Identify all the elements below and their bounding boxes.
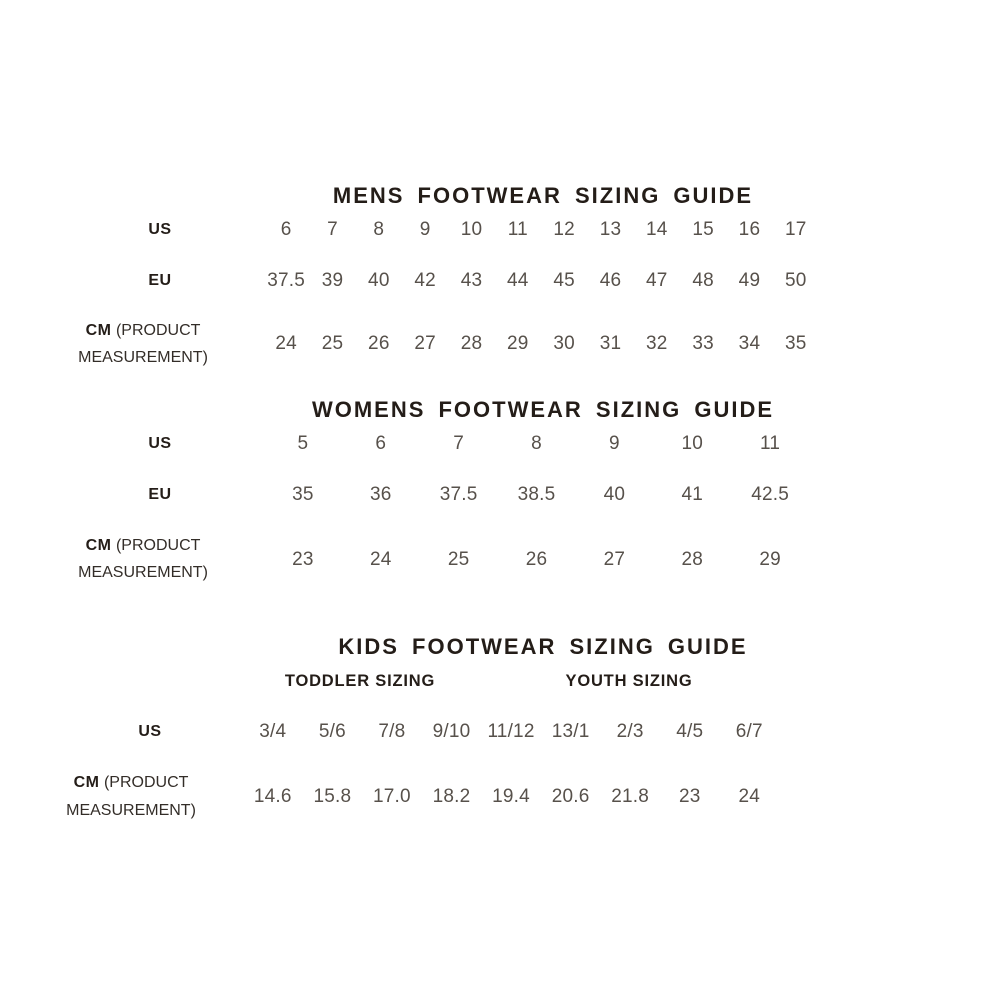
mens-eu-value: 39 [321, 270, 344, 291]
womens-cm-value: 28 [681, 549, 703, 570]
womens-us-values-row [264, 432, 809, 456]
womens-eu-row-label: EU [148, 486, 172, 503]
womens-cm-values-row [264, 548, 809, 572]
kids-cm-value: 15.8 [313, 786, 352, 807]
kids-cm-value: 21.8 [611, 786, 650, 807]
mens-us-value: 7 [327, 219, 338, 240]
mens-us-value: 11 [507, 219, 528, 240]
womens-eu-value: 40 [603, 484, 626, 505]
mens-cm-value: 27 [414, 333, 436, 354]
mens-eu-value: 45 [553, 270, 575, 291]
mens-us-value: 10 [460, 219, 483, 240]
womens-us-value: 9 [608, 433, 620, 454]
mens-us-value: 15 [692, 219, 714, 240]
womens-us-value: 8 [531, 433, 542, 454]
womens-us-value: 11 [760, 433, 781, 454]
mens-us-value: 13 [599, 219, 622, 240]
mens-cm-value: 34 [738, 333, 761, 354]
kids-cm-label-bold: CM [73, 774, 100, 791]
mens-section-title: MENS FOOTWEAR SIZING GUIDE [332, 183, 754, 208]
womens-us-value: 7 [453, 433, 465, 454]
womens-us-row-label: US [148, 435, 172, 452]
mens-us-value: 9 [419, 219, 431, 240]
womens-eu-values-row [264, 483, 809, 507]
kids-us-value: 13/1 [551, 721, 590, 742]
mens-us-value: 6 [280, 219, 292, 240]
kids-us-value: 4/5 [676, 721, 704, 742]
mens-cm-values-row [263, 332, 819, 356]
mens-cm-value: 29 [507, 333, 529, 354]
mens-us-value: 8 [373, 219, 385, 240]
mens-us-value: 12 [553, 219, 575, 240]
kids-us-value: 3/4 [259, 721, 287, 742]
kids-us-value: 7/8 [378, 721, 406, 742]
womens-cm-value: 24 [370, 549, 392, 570]
kids-us-value: 2/3 [616, 721, 644, 742]
womens-us-value: 6 [375, 433, 387, 454]
womens-cm-value: 29 [759, 549, 781, 570]
kids-cm-values-row [243, 785, 779, 809]
kids-cm-value: 23 [678, 786, 701, 807]
mens-eu-value: 48 [692, 270, 714, 291]
womens-cm-label-note: (PRODUCT MEASUREMENT) [78, 537, 208, 581]
kids-us-value: 11/12 [487, 721, 535, 742]
kids-youth-sizing-subheader: YOUTH SIZING [565, 672, 693, 690]
womens-us-value: 10 [681, 433, 703, 454]
mens-cm-row-label [57, 317, 229, 371]
womens-eu-value: 36 [370, 484, 392, 505]
kids-cm-value: 14.6 [253, 786, 292, 807]
mens-cm-value: 25 [321, 333, 344, 354]
kids-cm-value: 24 [738, 786, 761, 807]
mens-eu-value: 43 [460, 270, 483, 291]
kids-us-value: 5/6 [318, 721, 346, 742]
mens-eu-values-row [263, 269, 819, 293]
womens-cm-value: 23 [292, 549, 314, 570]
kids-toddler-sizing-subheader: TODDLER SIZING [284, 672, 436, 690]
kids-cm-row-label [45, 769, 217, 825]
mens-eu-value: 46 [599, 270, 622, 291]
kids-cm-value: 17.0 [373, 786, 411, 807]
womens-eu-value: 38.5 [517, 484, 556, 505]
mens-cm-value: 26 [368, 333, 390, 354]
mens-eu-value: 42 [414, 270, 436, 291]
kids-cm-value: 19.4 [492, 786, 530, 807]
mens-cm-label-note: (PRODUCT MEASUREMENT) [78, 322, 208, 366]
mens-eu-value: 44 [507, 270, 529, 291]
womens-cm-row-label [57, 532, 229, 586]
womens-eu-value: 41 [681, 484, 703, 505]
mens-cm-value: 35 [785, 333, 807, 354]
womens-us-value: 5 [297, 433, 309, 454]
mens-cm-value: 32 [646, 333, 668, 354]
mens-eu-value: 37.5 [267, 270, 306, 291]
mens-cm-label-bold: CM [85, 322, 112, 339]
mens-eu-value: 47 [646, 270, 668, 291]
mens-cm-value: 30 [553, 333, 575, 354]
mens-cm-value: 24 [275, 333, 297, 354]
womens-eu-value: 37.5 [439, 484, 478, 505]
kids-cm-label-note: (PRODUCT MEASUREMENT) [66, 774, 196, 819]
mens-us-value: 14 [646, 219, 668, 240]
mens-us-values-row [263, 218, 819, 242]
mens-eu-row-label: EU [148, 272, 172, 289]
womens-cm-value: 25 [447, 549, 470, 570]
kids-us-value: 6/7 [735, 721, 763, 742]
kids-us-values-row [243, 720, 779, 744]
mens-eu-value: 49 [738, 270, 761, 291]
womens-cm-label-bold: CM [85, 537, 112, 554]
womens-section-title: WOMENS FOOTWEAR SIZING GUIDE [311, 397, 775, 422]
kids-section-title: KIDS FOOTWEAR SIZING GUIDE [338, 634, 748, 659]
mens-eu-value: 50 [785, 270, 807, 291]
womens-cm-value: 27 [603, 549, 626, 570]
mens-us-value: 16 [738, 219, 761, 240]
kids-cm-value: 20.6 [551, 786, 590, 807]
womens-cm-value: 26 [525, 549, 548, 570]
mens-eu-value: 40 [368, 270, 390, 291]
womens-eu-value: 35 [292, 484, 314, 505]
kids-cm-value: 18.2 [432, 786, 471, 807]
mens-us-value: 17 [785, 219, 807, 240]
mens-us-row-label: US [148, 221, 172, 238]
kids-us-row-label: US [138, 723, 162, 740]
mens-cm-value: 33 [692, 333, 714, 354]
womens-eu-value: 42.5 [751, 484, 789, 505]
mens-cm-value: 28 [460, 333, 483, 354]
mens-cm-value: 31 [599, 333, 622, 354]
kids-us-value: 9/10 [432, 721, 471, 742]
